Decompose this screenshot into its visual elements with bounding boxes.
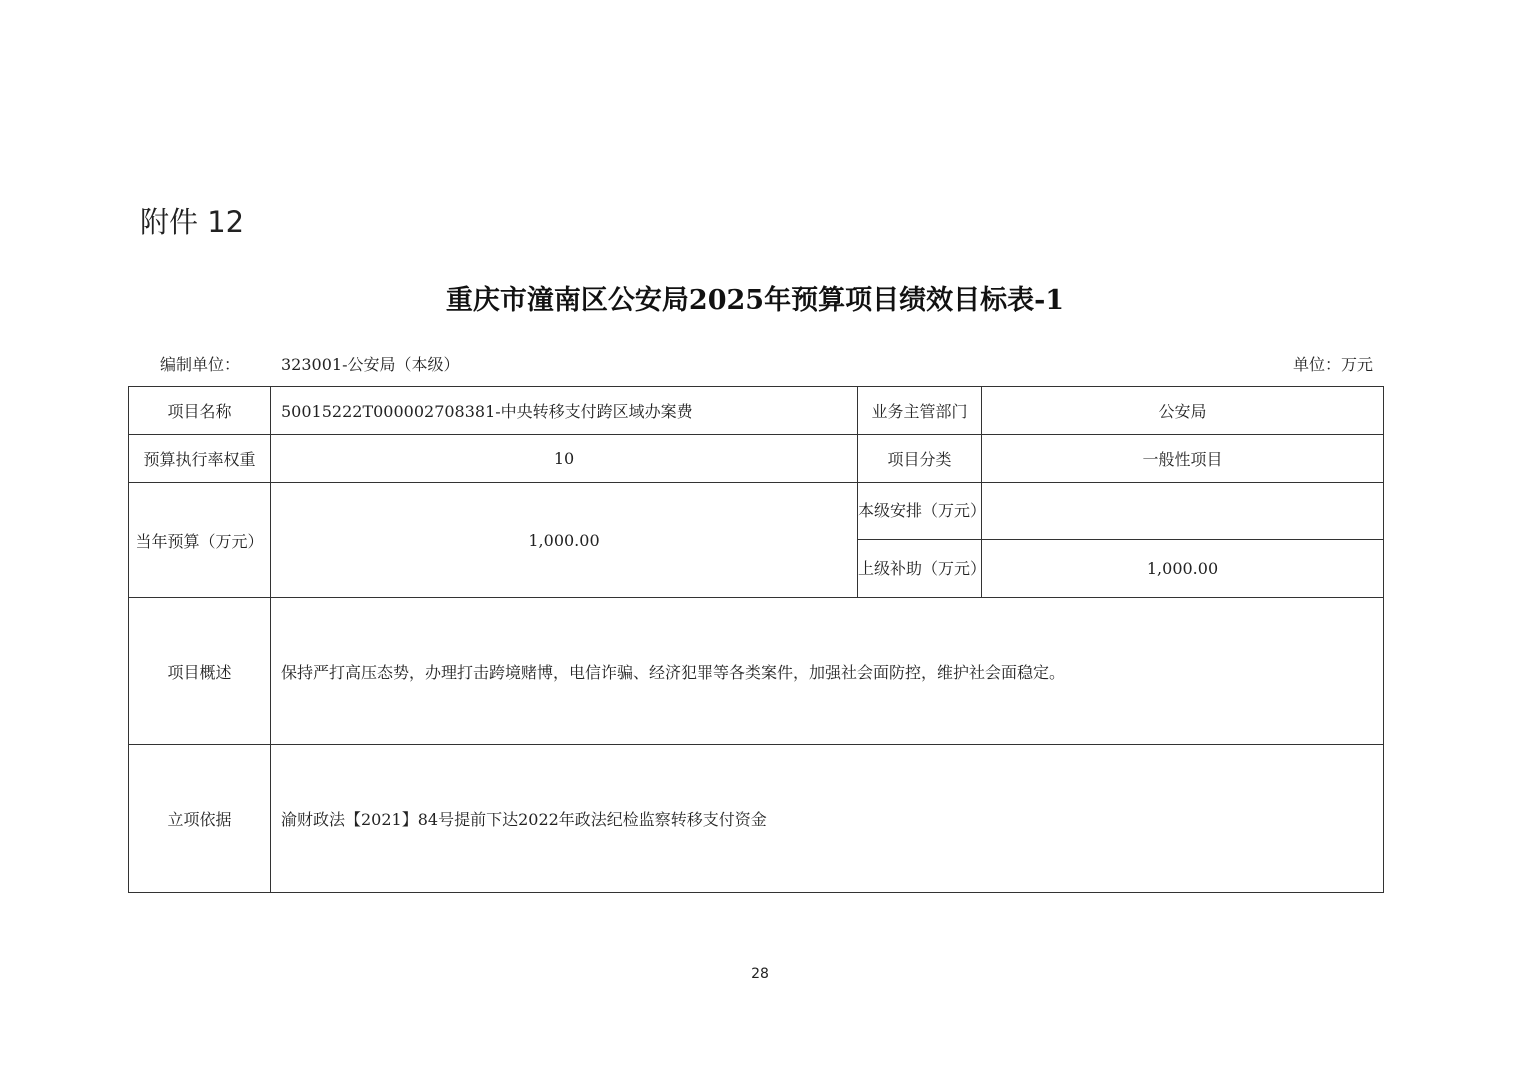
category-label: 项目分类: [858, 435, 982, 483]
table-row: [129, 745, 1384, 893]
table-row: [129, 435, 1384, 483]
upper-subsidy-label: 上级补助（万元）: [858, 540, 982, 598]
department-label: 业务主管部门: [858, 387, 982, 435]
compiling-unit-value: 323001-公安局（本级）: [281, 355, 460, 374]
compiling-unit-label: 编制单位：: [160, 355, 241, 374]
performance-target-table: [128, 386, 1384, 893]
weight-label: 预算执行率权重: [129, 435, 271, 483]
category-value: 一般性项目: [982, 435, 1384, 483]
basis-label: 立项依据: [129, 745, 271, 893]
table-row: [129, 483, 1384, 540]
page-number: 28: [751, 966, 769, 982]
overview-value: 保持严打高压态势，办理打击跨境赌博，电信诈骗、经济犯罪等各类案件，加强社会面防控，维护社会面稳定。: [271, 598, 1384, 745]
budget-value: 1,000.00: [271, 483, 858, 598]
project-name-label: 项目名称: [129, 387, 271, 435]
weight-value: 10: [271, 435, 858, 483]
upper-subsidy-value: 1,000.00: [982, 540, 1384, 598]
table-row: [129, 387, 1384, 435]
budget-label: 当年预算（万元）: [129, 483, 271, 598]
attachment-label: 附件 12: [140, 205, 245, 239]
project-name-value: 50015222T000002708381-中央转移支付跨区域办案费: [271, 387, 858, 435]
table-row: [129, 598, 1384, 745]
page-title: 重庆市潼南区公安局2025年预算项目绩效目标表-1: [445, 285, 1065, 316]
overview-label: 项目概述: [129, 598, 271, 745]
basis-value: 渝财政法【2021】84号提前下达2022年政法纪检监察转移支付资金: [271, 745, 1384, 893]
local-arrangement-label: 本级安排（万元）: [858, 483, 982, 540]
department-value: 公安局: [982, 387, 1384, 435]
local-arrangement-value: [982, 483, 1384, 540]
currency-unit: 单位：万元: [1292, 355, 1373, 374]
